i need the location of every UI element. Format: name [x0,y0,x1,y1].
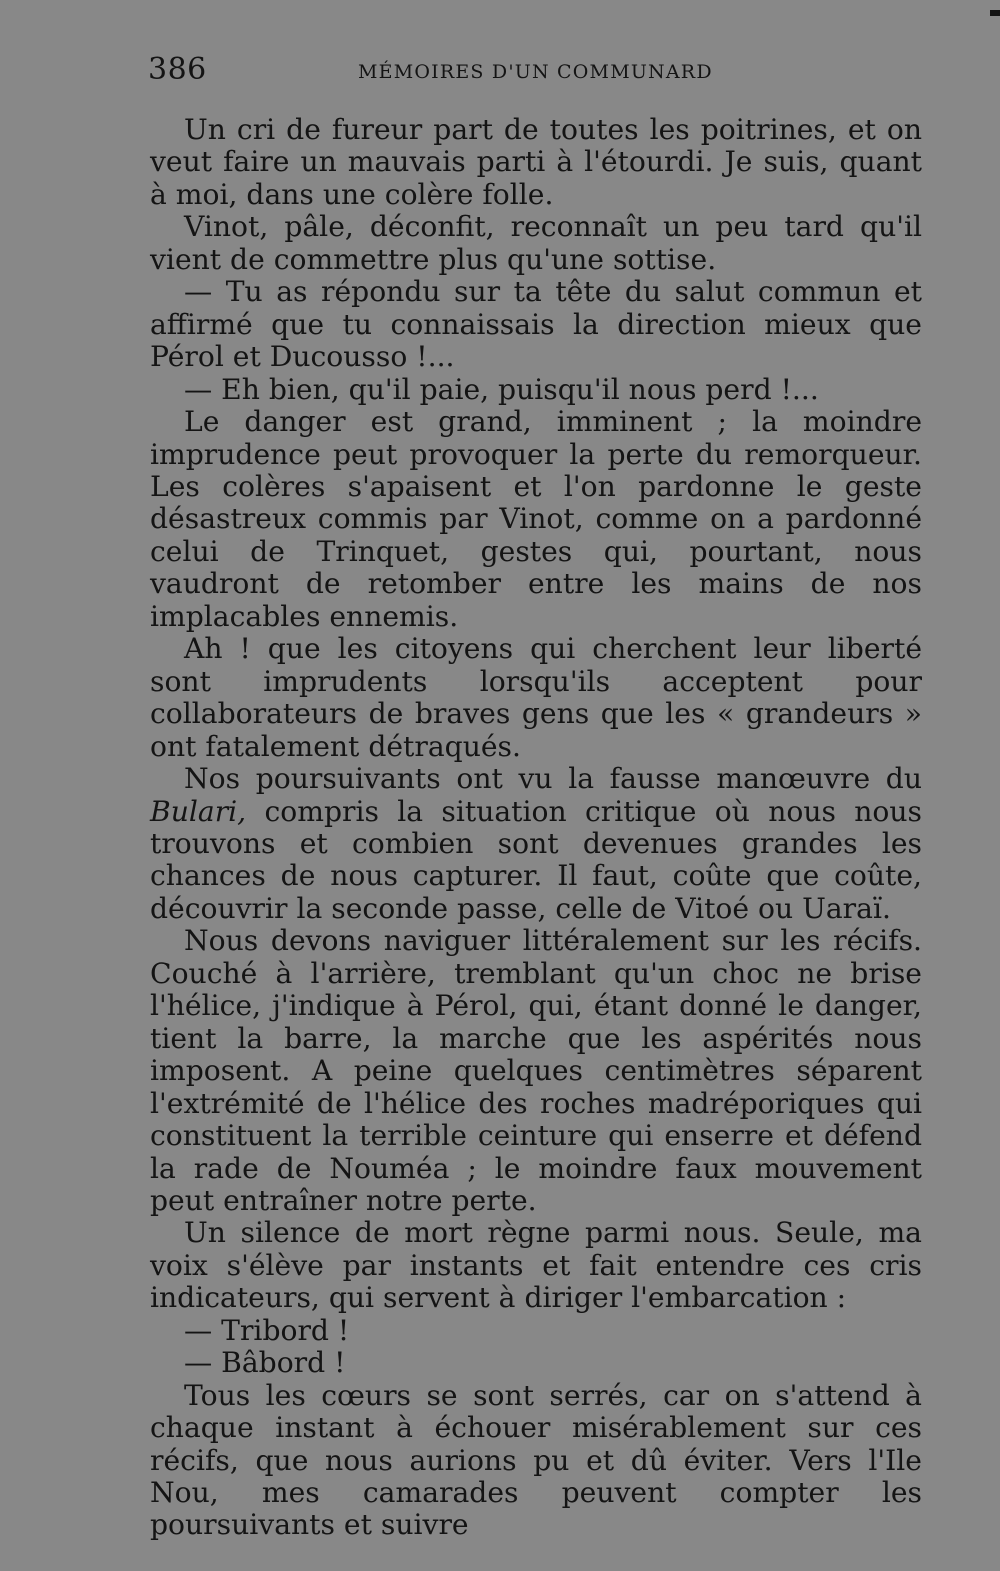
paragraph-5: Le danger est grand, imminent ; la moindre imprudence peut provoquer la perte du remorqueur. Les colères s'apaisent et l'on pardonne le geste désastreux commis par Vinot, comme on a pardonné celui de Trinquet, gestes qui, pourtant, nous vaudront de retomber entre les mains de nos implacables ennemis. [150,405,922,633]
paragraph-7-end: compris la situation critique où nous nous trouvons et combien sont devenues grandes les chances de nous capturer. Il faut, coûte que coûte, découvrir la seconde passe, celle de Vitoé ou Uaraï. [150,794,922,925]
paragraph-2: Vinot, pâle, déconfit, reconnaît un peu tard qu'il vient de commettre plus qu'une sottise. [150,210,922,276]
paragraph-8: Nous devons naviguer littéralement sur les récifs. Couché à l'arrière, tremblant qu'un choc ne brise l'hélice, j'indique à Pérol, qui, étant donné le danger, tient la barre, la marche que les aspérités nous imposent. A peine quelques centimètres séparent l'extrémité de l'hélice des roches madréporiques qui constituent la terrible ceinture qui enserre et défend la rade de Nouméa ; le moindre faux mouvement peut entraîner notre perte. [150,924,922,1217]
paragraph-11: — Bâbord ! [184,1346,346,1380]
scan-mark [990,10,1000,16]
paragraph-1: Un cri de fureur part de toutes les poitrines, et on veut faire un mauvais parti à l'étourdi. Je suis, quant à moi, dans une colère folle. [150,113,922,211]
paragraph-4: — Eh bien, qu'il paie, puisqu'il nous perd !... [184,372,819,406]
paragraph-12: Tous les cœurs se sont serrés, car on s'attend à chaque instant à échouer misérablement sur ces récifs, que nous aurions pu et dû éviter. Vers l'Ile Nou, mes camarades peuvent compter les poursuivants et suivre [150,1378,922,1542]
paragraph-6: Ah ! que les citoyens qui cherchent leur liberté sont imprudents lorsqu'ils acceptent pour collaborateurs de braves gens que les « grandeurs » ont fatalement détraqués. [150,632,922,763]
paragraph-3: — Tu as répondu sur ta tête du salut commun et affirmé que tu connaissais la direction mieux que Pérol et Ducousso !... [150,275,922,374]
paragraph-7 [150,763,922,925]
ship-name: Bulari, [150,794,247,828]
page-number: 386 [148,52,207,87]
page-header [148,50,920,90]
running-head: MÉMOIRES D'UN COMMUNARD [358,61,713,83]
paragraph-7-start: Nos poursuivants ont vu la fausse manœuvre du [184,762,922,796]
paragraph-9: Un silence de mort règne parmi nous. Seule, ma voix s'élève par instants et fait entendre ces cris indicateurs, qui servent à diriger l'embarcation : [150,1216,922,1315]
paragraph-10: — Tribord ! [184,1313,350,1347]
body-text [150,114,922,1542]
